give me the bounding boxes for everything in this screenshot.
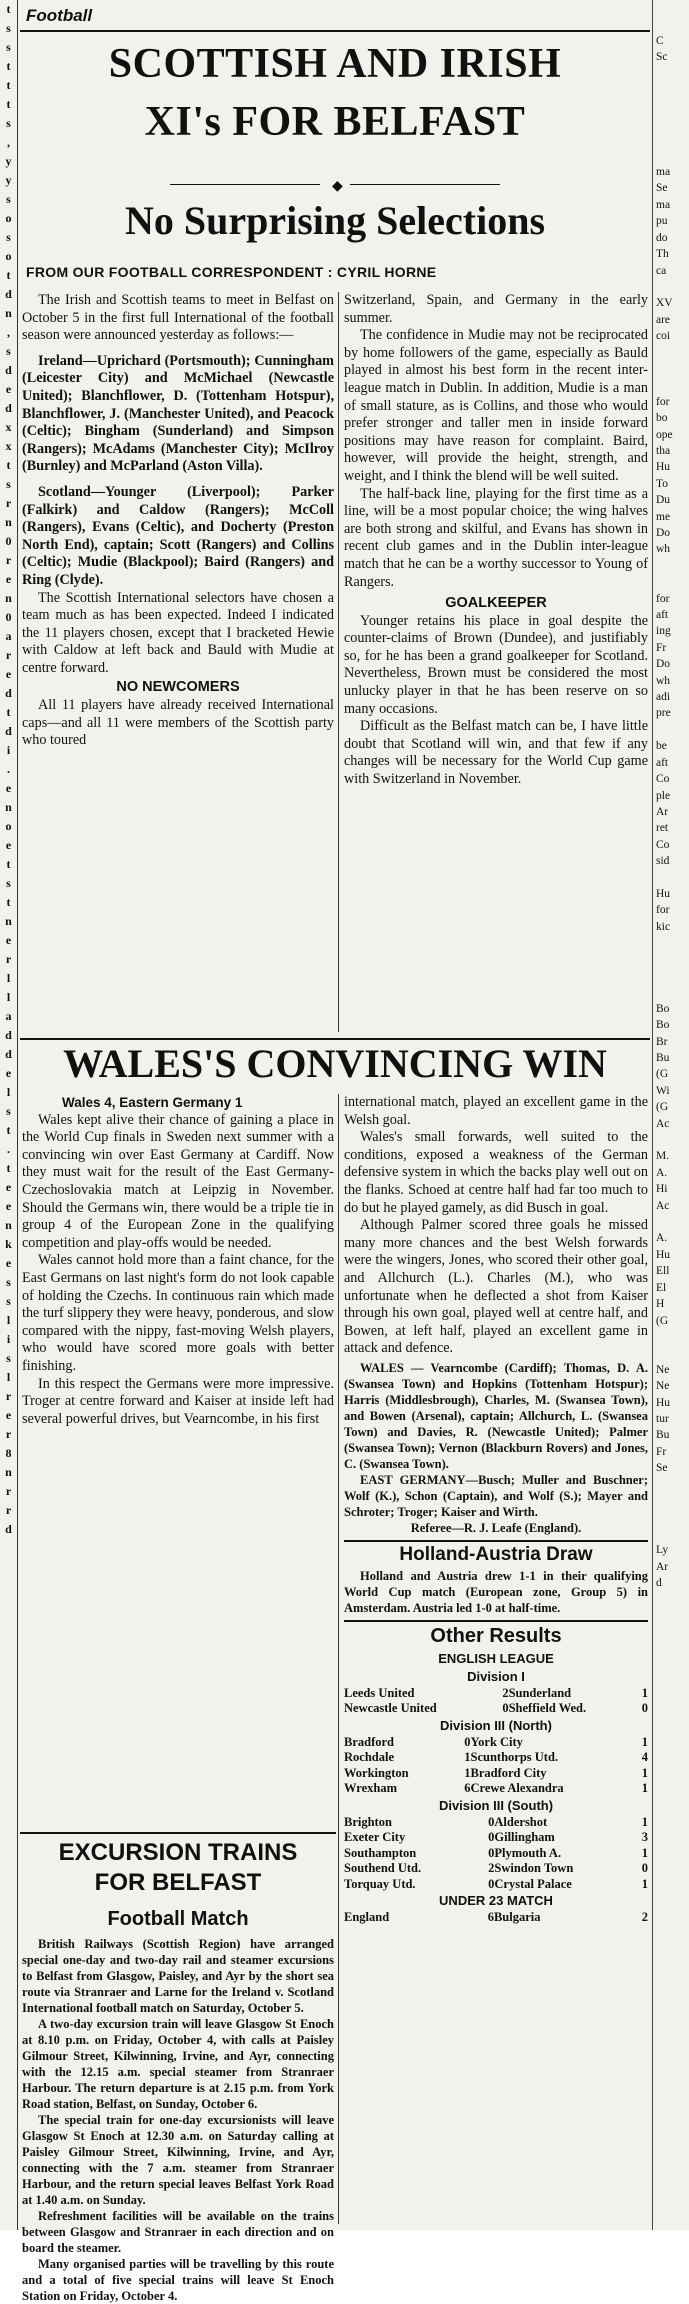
right-margin-fragment: ret: [656, 822, 669, 835]
home-team: Torquay Utd.: [344, 1876, 416, 1891]
right-margin-fragment: [656, 722, 689, 738]
home-team: Rochdale: [344, 1750, 394, 1765]
right-margin-fragment: Hu: [656, 1396, 671, 1409]
result-row: [344, 1830, 648, 1846]
column-divider: [338, 292, 339, 1032]
home-team: England: [344, 1910, 390, 1925]
headline-line-2: XI's FOR BELFAST: [144, 99, 526, 145]
right-margin-fragment: [656, 98, 689, 114]
away-team: Scunthorps Utd.: [470, 1750, 559, 1765]
right-margin-fragment: [656, 1345, 689, 1361]
home-score: 6: [487, 1910, 494, 1925]
home-score: 2: [488, 1861, 495, 1876]
home-score: 0: [464, 1734, 471, 1749]
home-score: 2: [502, 1685, 509, 1700]
paragraph: Younger retains his place in goal despite the counter-claims of Brown (Dundee), and justifiably so, for he has been a grand goalkeeper for Scotland. Nevertheless, Brown must be considered the most unlucky player in that he has been reserve on so many occasions.: [344, 612, 648, 717]
right-margin-fragment: wh: [656, 543, 671, 556]
home-score: 0: [488, 1845, 495, 1860]
home-score: 1: [464, 1765, 471, 1780]
paragraph: British Railways (Scottish Region) have arranged special one-day and two-day rail and steamer excursions to Belfast from Glasgow, Paisley, and Ayr by the short sea route via Stranraer and Larne for the Ireland v. Scotland International football match on Saturday, October 5.: [22, 1937, 334, 2015]
right-margin-fragment: [656, 82, 689, 98]
home-team: Southampton: [344, 1845, 417, 1860]
results-division-heading: Division I: [467, 1668, 525, 1684]
section-label: Football: [26, 6, 93, 25]
right-margin-fragment: bo: [656, 412, 668, 425]
right-margin-fragment: [656, 361, 689, 377]
right-margin-fragment: pre: [656, 707, 671, 720]
home-score: 0: [502, 1701, 509, 1716]
away-team: Bradford City: [470, 1765, 547, 1780]
excursion-headline-1: EXCURSION TRAINS: [58, 1839, 298, 1866]
right-adjacent-column: [652, 0, 689, 2230]
away-score: 1: [641, 1685, 648, 1700]
right-margin-fragment: for: [656, 904, 670, 917]
right-margin-fragment: Hu: [656, 1248, 671, 1261]
result-row: [344, 1701, 648, 1717]
right-margin-fragment: [656, 66, 689, 82]
right-margin-fragment: Wi: [656, 1084, 670, 1097]
right-margin-fragment: M.: [656, 1150, 670, 1163]
right-margin-fragment: A.: [656, 1232, 668, 1245]
right-margin-fragment: Bo: [656, 1002, 670, 1015]
right-margin-fragment: ca: [656, 264, 667, 277]
paragraph: All 11 players have already received International caps—and all 11 were members of the Scottish party who toured: [22, 697, 334, 749]
result-row: [344, 1766, 648, 1782]
paragraph: The confidence in Mudie may not be reciprocated by home followers of the game, especially as Bauld played in almost his best form in the recent inter-league match in Dublin. In addition, Mudie is a man of small stature, as is Collins, and those who would prefer stronger and taller men in inside forward positions may have reason for complaint. Baird, however, will provide the height, strength, and weight, and I think the blend will be well suited.: [344, 327, 648, 484]
home-team: Bradford: [344, 1734, 394, 1749]
right-margin-fragment: Hi: [656, 1183, 668, 1196]
results-title: Other Results: [430, 1624, 562, 1647]
paragraph: Scotland—Younger (Liverpool); Parker (Falkirk) and Caldow (Rangers); McColl (Rangers), Evans (Celtic), and Docherty (Preston North End), captain; Scott (Rangers) and Collins (Celtic); Mudie (Blackpool); Baird (Rangers) and Ring (Clyde).: [22, 483, 334, 588]
paragraph: Wales kept alive their chance of gaining a place in the World Cup finals in Sweden next summer with a convincing win over East Germany at Cardiff. Now they must wait for the result of the East Germany-Czechoslovakia match at Leipzig in November. Should the Germans win, there would be a triple tie in group 4 of the European Zone in the qualifying competition and play-offs would be needed.: [22, 1111, 334, 1251]
right-margin-fragment: for: [656, 592, 670, 605]
right-margin-fragment: adi: [656, 691, 671, 704]
right-margin-fragment: Br: [656, 1035, 668, 1048]
section-rule: [20, 30, 650, 32]
home-score: 6: [464, 1781, 471, 1796]
right-margin-fragment: [656, 870, 689, 886]
results-table: [344, 1735, 648, 1797]
right-margin-fragment: Se: [656, 1462, 668, 1475]
article-left-column: [22, 292, 334, 750]
right-margin-fragment: Ac: [656, 1117, 670, 1130]
right-margin-fragment: (G: [656, 1068, 669, 1081]
paragraph: The Irish and Scottish teams to meet in Belfast on October 5 in the first full International of the football season were announced yesterday as follows:—: [22, 292, 334, 344]
right-margin-fragment: be: [656, 740, 667, 753]
right-margin-fragment: ope: [656, 428, 673, 441]
right-margin-fragment: do: [656, 231, 668, 244]
home-team: Exeter City: [344, 1830, 406, 1845]
excursion-headline-2: FOR BELFAST: [94, 1869, 262, 1896]
right-margin-fragment: Se: [656, 182, 668, 195]
paragraph: Although Palmer scored three goals he missed many more chances and the best Welsh forwards were the wingers, Jones, who scored their other goal, and Allchurch (L.). Charles (M.), who was unfortunate when he deflected a shot from Kaiser through his own goal, played well at centre half, and Bowen, at left half, played an excellent game in attack and defence.: [344, 1217, 648, 1357]
left-adjacent-column: [0, 0, 18, 2230]
away-team: Plymouth A.: [494, 1845, 562, 1860]
paragraph: Refreshment facilities will be available on the trains between Glasgow and Stranraer in each direction and on board the steamer.: [22, 2209, 334, 2255]
right-margin-fragment: (G: [656, 1101, 669, 1114]
right-margin-fragment: [656, 952, 689, 968]
wales-score-line: Wales 4, Eastern Germany 1: [62, 1095, 243, 1110]
right-margin-fragment: Th: [656, 248, 669, 261]
away-team: Aldershot: [494, 1814, 548, 1829]
result-row: [344, 1735, 648, 1751]
right-margin-fragment: coi: [656, 330, 671, 343]
right-margin-fragment: [656, 345, 689, 361]
ornament-rule-right: [350, 184, 500, 188]
paragraph: Difficult as the Belfast match can be, I have little doubt that Scotland will win, and that few if any changes will be necessary for the World Cup game with Switzerland in November.: [344, 718, 648, 788]
right-margin-fragment: [656, 1132, 689, 1148]
results-tables: [344, 1668, 648, 1926]
away-score: 0: [641, 1861, 648, 1876]
home-team: Leeds United: [344, 1685, 415, 1700]
result-row: [344, 1877, 648, 1893]
away-team: Swindon Town: [494, 1861, 574, 1876]
right-margin-fragment: [656, 1477, 689, 1493]
right-margin-fragment: [656, 0, 689, 16]
right-margin-fragment: Bu: [656, 1052, 670, 1064]
home-team: Southend Utd.: [344, 1861, 422, 1876]
right-margin-fragment: H: [656, 1298, 665, 1311]
paragraph: The half-back line, playing for the first time as a line, will be a most popular choice; the wing halves are both strong and skilful, and Evans has shown in recent club games and in the Dublin inter-league match that he can be a worthy successor to Young of Rangers.: [344, 485, 648, 590]
home-team: Workington: [344, 1765, 409, 1780]
result-row: [344, 1861, 648, 1877]
right-margin-fragment: aft: [656, 609, 669, 622]
right-margin-fragment: [656, 148, 689, 164]
right-margin-fragment: [656, 984, 689, 1000]
paragraph: Wales's small forwards, well suited to the conditions, exposed a weakness of the German defensive system in which the backs play well out on the flanks. Schoed at centre half had far too much to do but he played gamely, as did Busch in goal.: [344, 1129, 648, 1216]
results-table: [344, 1686, 648, 1717]
away-team: Bulgaria: [493, 1910, 541, 1925]
away-team: Gillingham: [494, 1830, 555, 1845]
section-divider: [20, 1832, 336, 1834]
right-margin-fragment: Ne: [656, 1363, 670, 1376]
paragraph: A two-day excursion train will leave Glasgow St Enoch at 8.10 p.m. on Friday, October 4, with calls at Paisley Gilmour Street, Kilwinning, Irvine, and Ayr, connecting with the 12.15 a.m. special steamer from Stranraer Harbour. The return departure is at 2.15 p.m. from York Road station, Belfast, on Sunday, October 6.: [22, 2017, 334, 2111]
right-margin-fragment: d: [656, 1577, 662, 1589]
paragraph: The Scottish International selectors have chosen a team much as has been expected. Indeed I indicated the 11 players chosen, except that I bracketed Hewie with Caldow at left back and Bauld with Mudie at centre forward.: [22, 589, 334, 676]
right-margin-fragment: Ac: [656, 1199, 670, 1212]
right-margin-fragment: Ar: [656, 1560, 669, 1573]
right-margin-fragment: Ly: [656, 1544, 669, 1557]
results-table: [344, 1815, 648, 1893]
right-margin-fragment: Co: [656, 773, 670, 786]
result-row: [344, 1910, 648, 1926]
right-margin-fragment: (G: [656, 1314, 669, 1327]
right-margin-fragment: [656, 1509, 689, 1525]
results-league: ENGLISH LEAGUE: [438, 1650, 554, 1666]
ornament-diamond: ◆: [332, 179, 343, 194]
result-row: [344, 1686, 648, 1702]
right-margin-fragment: Ell: [656, 1265, 670, 1278]
results-table: [344, 1910, 648, 1926]
right-margin-fragment: tur: [656, 1412, 669, 1425]
right-margin-fragment: [656, 558, 689, 574]
right-margin-fragment: ma: [656, 166, 671, 179]
away-score: 1: [641, 1876, 648, 1891]
away-team: York City: [470, 1734, 523, 1749]
away-score: 1: [641, 1814, 648, 1829]
right-margin-fragment: tha: [656, 444, 671, 457]
right-margin-fragment: sid: [656, 855, 670, 868]
paragraph: Ireland—Uprichard (Portsmouth); Cunningham (Leicester City) and McMichael (Newcastle United); Blanchflower, D. (Tottenham Hotspur), Blanchflower, J. (Manchester United), and Peacock (Celtic); Bingham (Sunderland) and Simpson (Rangers); McAdams (Manchester City); McIlroy (Burnley) and McParland (Aston Villa).: [22, 352, 334, 475]
right-margin-fragment: To: [656, 477, 668, 490]
right-margin-fragment: Hu: [656, 887, 671, 900]
right-margin-fragment: [656, 574, 689, 590]
result-row: [344, 1750, 648, 1766]
away-score: 1: [641, 1845, 648, 1860]
home-score: 0: [488, 1876, 495, 1891]
right-margin-fragment: kic: [656, 920, 671, 933]
wales-headline: WALES'S CONVINCING WIN: [63, 1041, 607, 1086]
wales-right-column: [344, 1094, 648, 1926]
right-margin-fragment: pu: [656, 215, 668, 228]
right-margin-fragment: [656, 279, 689, 295]
right-margin-fragment: [656, 131, 689, 147]
home-team: Brighton: [344, 1814, 392, 1829]
referee-line: Referee—R. J. Leafe (England).: [410, 1520, 582, 1535]
home-score: 1: [464, 1750, 471, 1765]
right-margin-fragment: Hu: [656, 461, 671, 474]
holland-text: Holland and Austria drew 1-1 in their qualifying World Cup match (European zone, Group 5) in Amsterdam. Austria led 1-0 at half-time.: [344, 1568, 648, 1615]
column-divider: [338, 1094, 339, 2224]
away-score: 0: [641, 1701, 648, 1716]
right-margin-fragment: for: [656, 395, 670, 408]
right-margin-fragment: Co: [656, 838, 670, 851]
right-margin-fragment: [656, 377, 689, 393]
paragraph: international match, played an excellent game in the Welsh goal.: [344, 1094, 648, 1128]
right-margin-fragment: Fr: [656, 1445, 667, 1458]
right-margin-fragment: Fr: [656, 641, 667, 654]
paragraph: Many organised parties will be travelling by this route and a total of five special trains will leave St Enoch Station on Friday, October 4.: [22, 2257, 334, 2303]
headline-line-1: SCOTTISH AND IRISH: [108, 41, 562, 87]
subheading-no-newcomers: NO NEWCOMERS: [116, 679, 240, 696]
excursion-subheadline: Football Match: [107, 1908, 249, 1930]
right-margin-fragment: [656, 16, 689, 32]
right-margin-fragment: Ne: [656, 1380, 670, 1393]
right-margin-fragment: [656, 1493, 689, 1509]
right-margin-fragment: XV: [656, 297, 673, 310]
paragraph: Switzerland, Spain, and Germany in the early summer.: [344, 292, 648, 326]
right-margin-fragment: me: [656, 510, 671, 523]
right-margin-fragment: Bu: [656, 1429, 670, 1442]
right-margin-fragment: A.: [656, 1166, 668, 1179]
away-score: 3: [641, 1830, 648, 1845]
paragraph: Wales cannot hold more than a faint chance, for the East Germans on last night's form do not look capable of holding the Czechs. In continuous rain which made the turf slippery they were heavy, ponderous, and slow compared with the nippy, fast-moving Welsh players, who would have scored more goals with better finishing.: [22, 1252, 334, 1374]
home-team: Newcastle United: [344, 1701, 437, 1716]
right-margin-fragment: Ar: [656, 805, 669, 818]
away-score: 4: [641, 1750, 648, 1765]
right-margin-fragment: C: [656, 34, 664, 47]
subheadline: No Surprising Selections: [124, 198, 546, 243]
wales-left-column: [22, 1094, 334, 1428]
home-team: Wrexham: [344, 1781, 398, 1796]
right-margin-fragment: Bo: [656, 1019, 670, 1032]
right-margin-fragment: [656, 1526, 689, 1542]
team-lineups: [344, 1360, 648, 1536]
away-team: Crystal Palace: [494, 1876, 572, 1891]
away-score: 1: [641, 1765, 648, 1780]
holland-headline: Holland-Austria Draw: [399, 1543, 593, 1565]
right-margin-fragment: [656, 1329, 689, 1345]
right-margin-fragment: Sc: [656, 51, 668, 64]
paragraph: In this respect the Germans were more impressive. Troger at centre forward and Kaiser at inside left had several powerful drives, but Vearncombe, in his first: [22, 1375, 334, 1427]
left-margin-fragments: t s s t t t s , y y s o s o t d n , s d e d x x t s r n 0 r e n 0 a r e d t d i . e n o e t s t n e r l l a d d e l s t . t e e n k e s s l i s l r e r 8 n r r d: [5, 2, 12, 1536]
away-score: 1: [641, 1734, 648, 1749]
subheading-goalkeeper: GOALKEEPER: [445, 595, 547, 612]
results-division-heading: UNDER 23 MATCH: [439, 1893, 553, 1909]
away-score: 2: [641, 1910, 648, 1925]
result-row: [344, 1781, 648, 1797]
right-margin-fragment: ing: [656, 625, 671, 638]
ornament-rule-left: [170, 184, 320, 188]
right-margin-fragment: ple: [656, 789, 671, 802]
right-margin-fragment: Do: [656, 527, 671, 539]
paragraph: The special train for one-day excursionists will leave Glasgow St Enoch at 12.30 a.m. on Saturday calling at Paisley Gilmour Street, Kilwinning, Irvine, and Ayr, connecting with the 7 a.m. steamer from Stranraer Harbour, and the return special leaves Belfast York Road at 1.40 a.m. on Sunday.: [22, 2113, 334, 2207]
result-row: [344, 1815, 648, 1831]
away-score: 1: [641, 1781, 648, 1796]
byline: FROM OUR FOOTBALL CORRESPONDENT : CYRIL HORNE: [26, 264, 437, 280]
right-margin-fragment: Do: [656, 658, 671, 671]
home-score: 0: [488, 1830, 495, 1845]
home-score: 0: [488, 1814, 495, 1829]
excursion-text: [22, 1936, 334, 2304]
results-division-heading: Division III (North): [440, 1717, 552, 1733]
away-team: Sheffield Wed.: [508, 1701, 587, 1716]
paragraph: WALES — Vearncombe (Cardiff); Thomas, D. A. (Swansea Town) and Hopkins (Tottenham Hotspur); Harris (Middlesbrough), Charles, M. (Swansea Town), and Bowen (Arsenal), captain; Allchurch, L. (Swansea Town) and Davies, R. (Newcastle United); Palmer (Swansea Town); Vernon (Blackburn Rovers) and Jones, C. (Swansea Town).: [344, 1360, 648, 1471]
right-margin-fragment: aft: [656, 756, 669, 769]
results-division-heading: Division III (South): [438, 1797, 554, 1813]
away-team: Sunderland: [508, 1685, 572, 1700]
right-margin-fragment: [656, 115, 689, 131]
right-margin-fragment: [656, 968, 689, 984]
paragraph: EAST GERMANY—Busch; Muller and Buschner; Wolf (K.), Schon (Captain), and Wolf (S.); Mayer and Schroter; Troger; Kaiser and Wirth.: [344, 1472, 648, 1519]
right-margin-fragment: ma: [656, 198, 671, 211]
right-margin-fragment: [656, 935, 689, 951]
right-margin-fragment: wh: [656, 674, 671, 687]
right-margin-fragment: El: [656, 1281, 667, 1294]
article-right-column: [344, 292, 648, 789]
right-margin-fragment: are: [656, 313, 671, 326]
away-team: Crewe Alexandra: [470, 1781, 564, 1796]
right-margin-fragment: [656, 1214, 689, 1230]
result-row: [344, 1846, 648, 1862]
right-margin-fragment: Du: [656, 494, 671, 507]
